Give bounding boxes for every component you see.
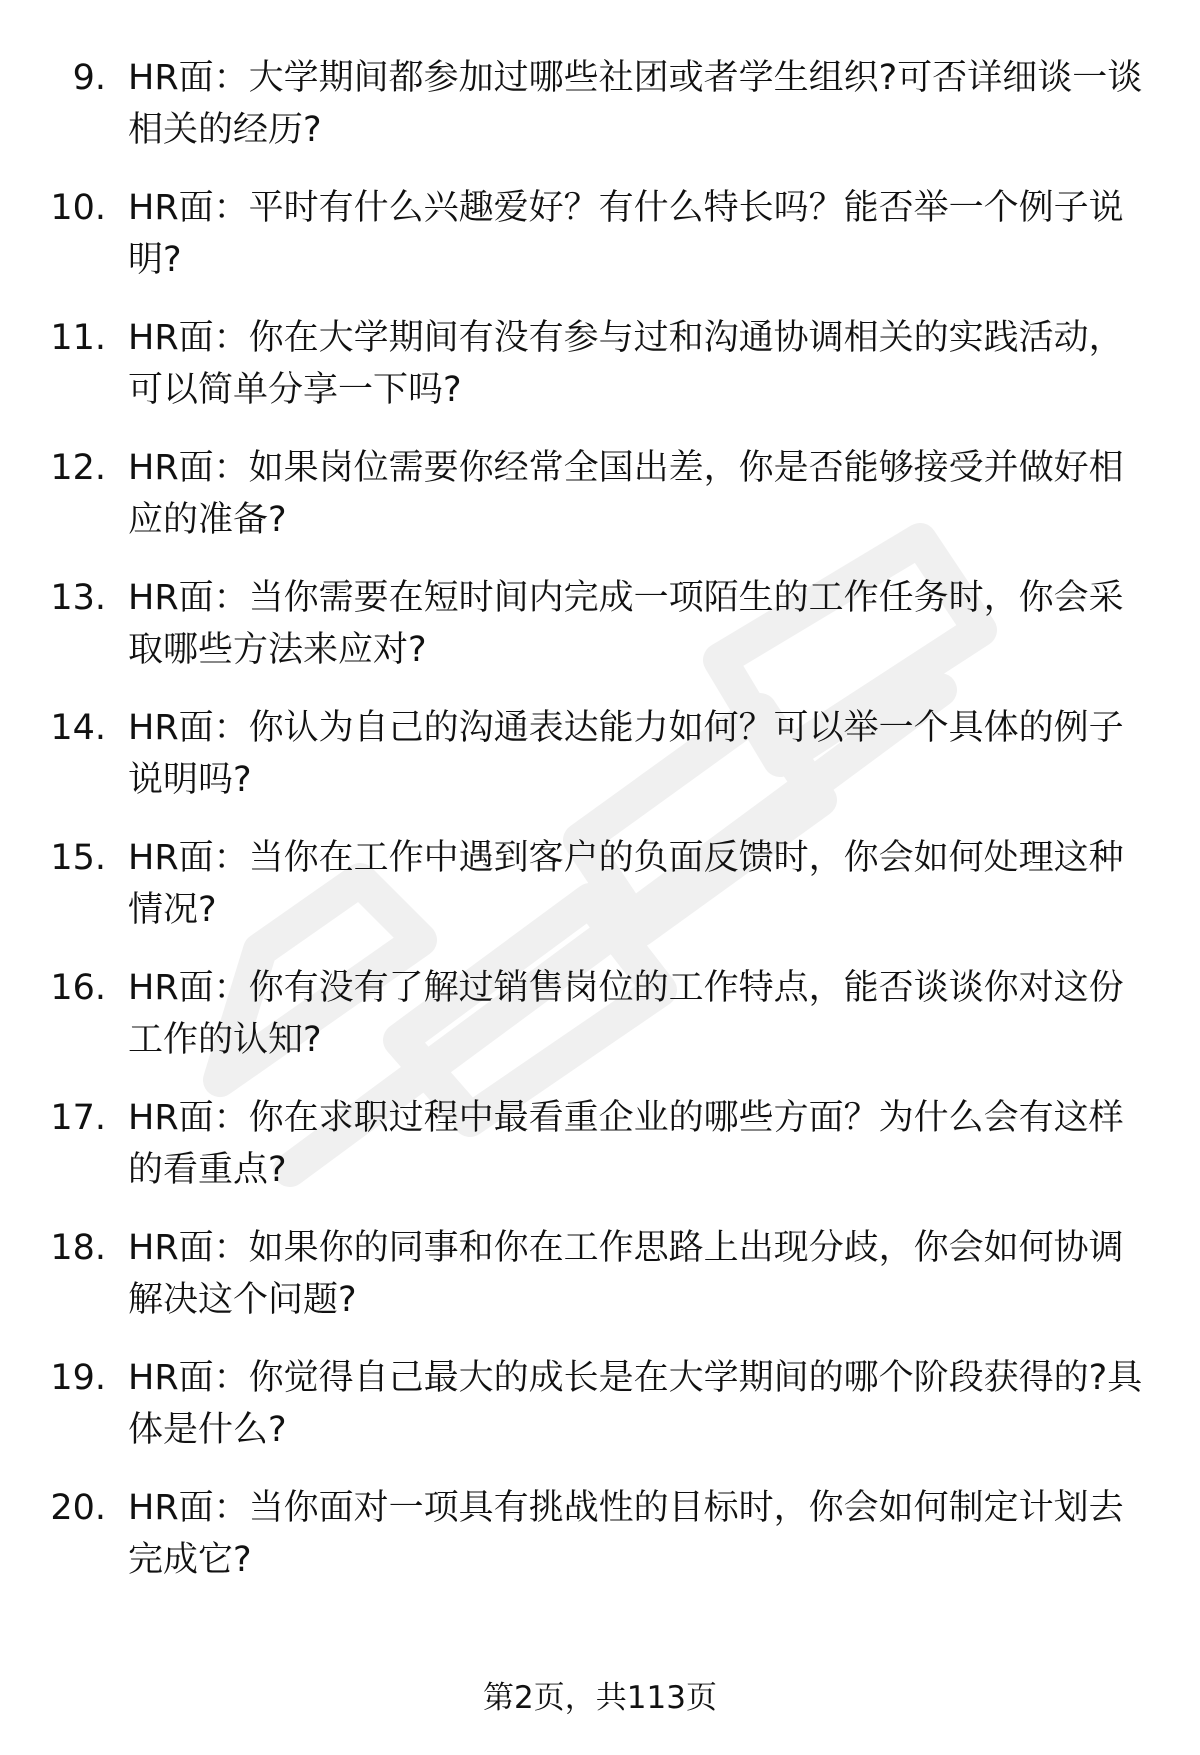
question-text: HR面：你在求职过程中最看重企业的哪些方面？为什么会有这样的看重点? bbox=[128, 1098, 1124, 1190]
question-number: 11. bbox=[50, 318, 106, 358]
page-footer bbox=[0, 1678, 1200, 1718]
question-text: HR面：你在大学期间有没有参与过和沟通协调相关的实践活动，可以简单分享一下吗? bbox=[128, 318, 1124, 410]
question-number: 9. bbox=[72, 58, 106, 98]
list-item bbox=[0, 962, 1200, 1092]
list-item bbox=[0, 572, 1200, 702]
list-item bbox=[0, 1352, 1200, 1482]
question-text: HR面：你觉得自己最大的成长是在大学期间的哪个阶段获得的?具体是什么? bbox=[128, 1358, 1143, 1450]
question-text: HR面：你有没有了解过销售岗位的工作特点，能否谈谈你对这份工作的认知? bbox=[128, 968, 1124, 1060]
page-number-label: 第2页，共113页 bbox=[483, 1680, 717, 1716]
list-item bbox=[0, 1482, 1200, 1612]
question-number: 14. bbox=[50, 708, 106, 748]
list-item bbox=[0, 1222, 1200, 1352]
question-number: 10. bbox=[50, 188, 106, 228]
question-number: 18. bbox=[50, 1228, 106, 1268]
question-text: HR面：平时有什么兴趣爱好？有什么特长吗？能否举一个例子说明? bbox=[128, 188, 1124, 280]
question-text: HR面：当你需要在短时间内完成一项陌生的工作任务时，你会采取哪些方法来应对? bbox=[128, 578, 1124, 670]
question-list bbox=[0, 52, 1200, 1612]
list-item bbox=[0, 702, 1200, 832]
question-number: 19. bbox=[50, 1358, 106, 1398]
question-text: HR面：当你在工作中遇到客户的负面反馈时，你会如何处理这种情况? bbox=[128, 838, 1124, 930]
list-item bbox=[0, 182, 1200, 312]
list-item bbox=[0, 52, 1200, 182]
question-number: 16. bbox=[50, 968, 106, 1008]
question-text: HR面：如果岗位需要你经常全国出差，你是否能够接受并做好相应的准备? bbox=[128, 448, 1124, 540]
question-number: 15. bbox=[50, 838, 106, 878]
question-text: HR面：大学期间都参加过哪些社团或者学生组织?可否详细谈一谈相关的经历? bbox=[128, 58, 1143, 150]
question-number: 20. bbox=[50, 1488, 106, 1528]
list-item bbox=[0, 1092, 1200, 1222]
question-text: HR面：如果你的同事和你在工作思路上出现分歧，你会如何协调解决这个问题? bbox=[128, 1228, 1124, 1320]
question-number: 17. bbox=[50, 1098, 106, 1138]
list-item bbox=[0, 832, 1200, 962]
question-number: 13. bbox=[50, 578, 106, 618]
question-text: HR面：当你面对一项具有挑战性的目标时，你会如何制定计划去完成它? bbox=[128, 1488, 1124, 1580]
question-number: 12. bbox=[50, 448, 106, 488]
list-item bbox=[0, 442, 1200, 572]
list-item bbox=[0, 312, 1200, 442]
question-text: HR面：你认为自己的沟通表达能力如何？可以举一个具体的例子说明吗? bbox=[128, 708, 1124, 800]
